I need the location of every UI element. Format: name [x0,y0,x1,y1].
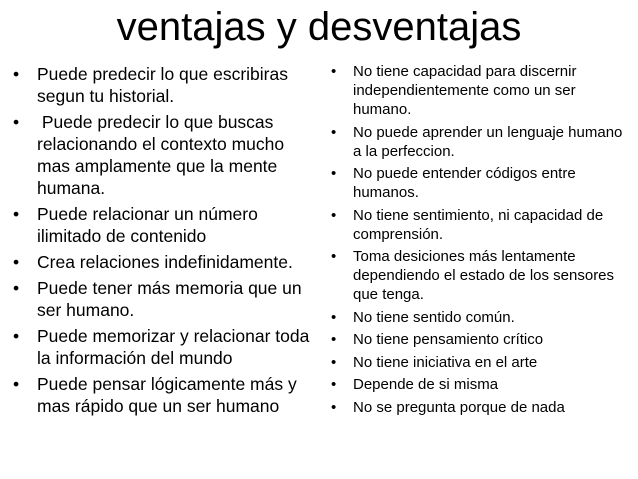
bullet-icon: • [331,353,337,371]
advantage-item [13,277,313,321]
advantage-item [13,203,313,247]
disadvantage-text: No puede entender códigos entre humanos. [353,165,576,201]
bullet-icon: • [331,308,337,326]
advantage-item [13,251,313,273]
disadvantage-item [331,164,631,202]
disadvantage-item [331,330,631,349]
disadvantage-text: No tiene sentido común. [353,308,515,326]
bullet-icon: • [13,326,20,346]
advantage-text: Puede predecir lo que buscas relacionando el contexto mucho mas amplamente que la mente humana. [37,112,289,198]
bullet-icon: • [331,206,337,224]
advantage-text: Puede pensar lógicamente más y mas rápido que un ser humano [37,374,297,416]
disadvantage-text: Depende de si misma [353,376,499,393]
advantage-item [13,111,313,199]
disadvantage-item [331,123,631,161]
advantage-item [13,373,313,417]
bullet-icon: • [331,165,337,182]
advantage-text: Puede predecir lo que escribiras segun tu historial. [37,64,288,106]
bullet-icon: • [331,248,337,265]
disadvantage-item [331,247,631,304]
disadvantages-list [331,62,631,420]
disadvantage-item [331,308,631,327]
advantage-item [13,325,313,369]
bullet-icon: • [331,331,337,348]
advantage-text: Puede memorizar y relacionar toda la información del mundo [37,326,310,368]
bullet-icon: • [331,398,337,416]
bullet-icon: • [13,204,20,224]
bullet-icon: • [331,376,337,393]
advantage-item [13,63,313,107]
bullet-icon: • [13,374,20,394]
disadvantage-item [331,375,631,394]
disadvantage-item [331,206,631,244]
disadvantage-text: No puede aprender un lenguaje humano a la perfeccion. [353,123,623,160]
bullet-icon: • [331,123,337,141]
disadvantage-text: No tiene iniciativa en el arte [353,353,538,371]
bullet-icon: • [13,252,20,272]
advantage-text: Puede relacionar un número ilimitado de contenido [37,204,258,246]
disadvantage-text: No tiene capacidad para discernir independientemente como un ser humano. [353,63,577,118]
bullet-icon: • [13,278,20,298]
disadvantage-item [331,353,631,372]
disadvantage-text: Toma desiciones más lentamente dependiendo el estado de los sensores que tenga. [353,248,615,303]
disadvantage-text: No tiene sentimiento, ni capacidad de comprensión. [353,206,604,243]
advantage-text: Puede tener más memoria que un ser humano. [37,278,302,320]
slide-title: ventajas y desventajas [116,5,522,49]
bullet-icon: • [13,112,20,132]
disadvantage-item [331,62,631,119]
disadvantage-text: No tiene pensamiento crítico [353,331,544,348]
advantage-text: Crea relaciones indefinidamente. [37,252,293,272]
disadvantage-item [331,398,631,417]
advantages-list [13,63,313,421]
disadvantage-text: No se pregunta porque de nada [353,398,565,416]
bullet-icon: • [331,63,337,80]
bullet-icon: • [13,64,20,84]
